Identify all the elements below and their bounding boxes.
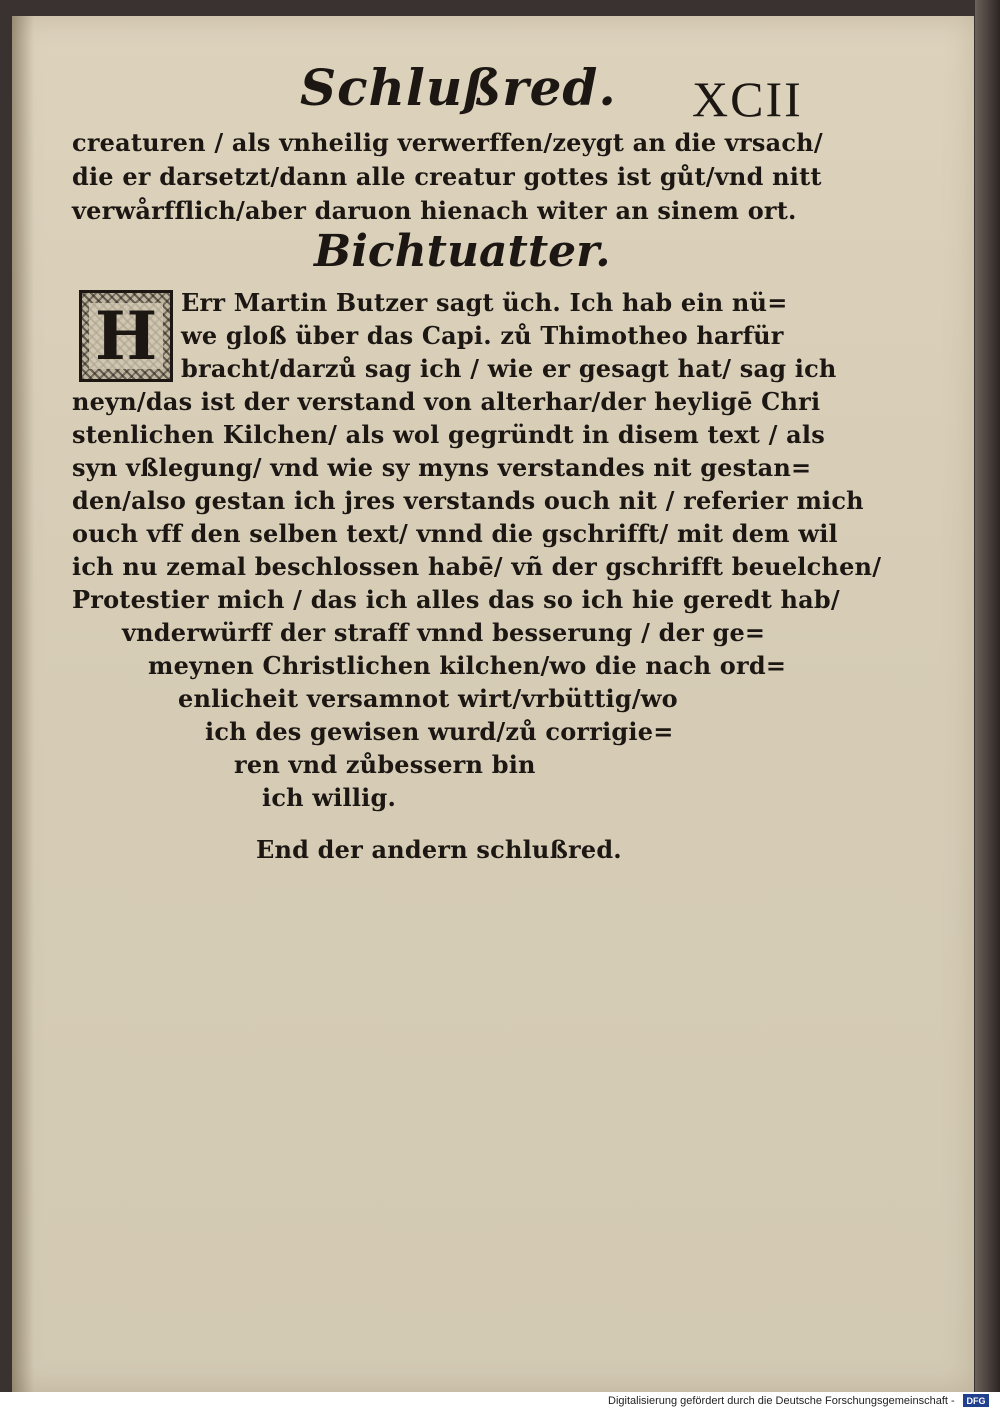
body-line: Protestier mich / das ich alles das so ich hie geredt hab/ xyxy=(72,585,840,614)
running-head: Schlußred. xyxy=(300,58,617,117)
text-line: verwårfflich/aber daruon hienach witer an sinem ort. xyxy=(72,196,797,225)
body-line: enlicheit versamnot wirt/vrbüttig/wo xyxy=(178,684,678,713)
page-gutter-shadow xyxy=(12,16,34,1392)
body-line: bracht/darzů sag ich / wie er gesagt hat/ sag ich xyxy=(181,354,837,383)
section-heading: Bichtuatter. xyxy=(314,226,611,277)
body-line: ren vnd zůbessern bin xyxy=(234,750,536,779)
body-line: stenlichen Kilchen/ als wol gegründt in disem text / als xyxy=(72,420,825,449)
funding-credit: Digitalisierung gefördert durch die Deutsche Forschungsgemeinschaft - xyxy=(608,1395,955,1407)
text-line: die er darsetzt/dann alle creatur gottes ist gůt/vnd nitt xyxy=(72,162,822,191)
body-line: meynen Christlichen kilchen/wo die nach ord= xyxy=(148,651,787,680)
body-line: syn vßlegung/ vnd wie sy myns verstandes nit gestan= xyxy=(72,453,812,482)
body-line: neyn/das ist der verstand von alterhar/der heyligē Chri xyxy=(72,387,821,416)
body-line: Err Martin Butzer sagt üch. Ich hab ein nü= xyxy=(181,288,788,317)
decorated-initial xyxy=(79,290,173,382)
book-edge xyxy=(975,0,1000,1392)
body-line: ich nu zemal beschlossen habē/ vñ der gschrifft beuelchen/ xyxy=(72,552,882,581)
body-line: ich des gewisen wurd/zů corrigie= xyxy=(205,717,674,746)
body-line: den/also gestan ich jres verstands ouch nit / referier mich xyxy=(72,486,864,515)
text-line: creaturen / als vnheilig verwerffen/zeygt an die vrsach/ xyxy=(72,128,823,157)
folio-number: XCII xyxy=(692,71,803,127)
body-line: we gloß über das Capi. zů Thimotheo harfür xyxy=(181,321,784,350)
body-line: vnderwürff der straff vnnd besserung / der ge= xyxy=(122,618,766,647)
closing-line: End der andern schlußred. xyxy=(256,835,622,864)
dfg-logo: DFG xyxy=(963,1394,989,1407)
body-line: ouch vff den selben text/ vnnd die gschrifft/ mit dem wil xyxy=(72,519,838,548)
body-line: ich willig. xyxy=(262,783,397,812)
initial-letter: H xyxy=(89,303,163,369)
